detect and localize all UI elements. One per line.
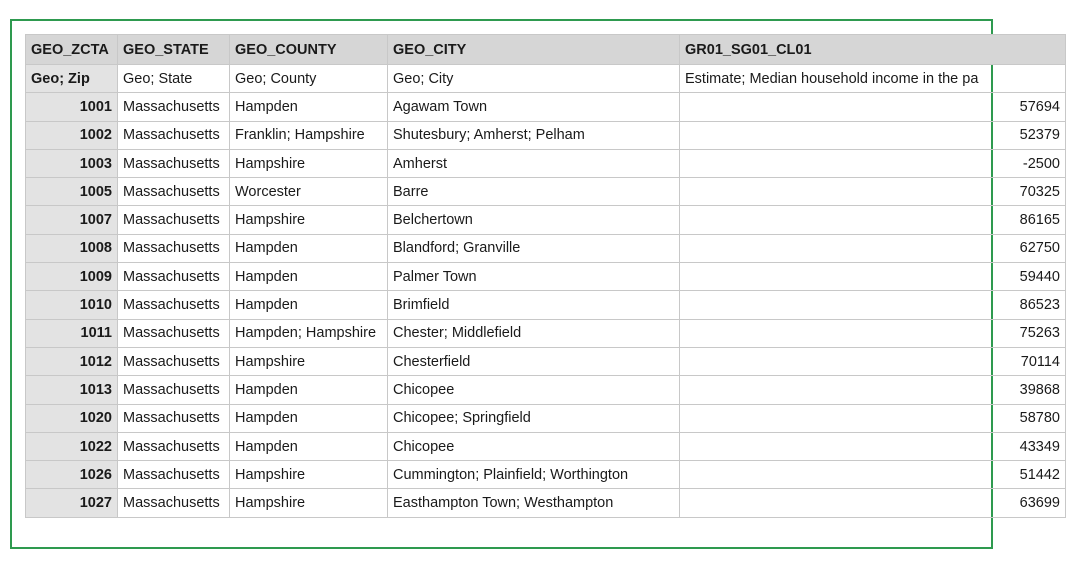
cell-subheader-state[interactable]: Geo; State — [118, 65, 230, 93]
cell-subheader-county[interactable]: Geo; County — [230, 65, 388, 93]
cell-zip[interactable]: 1008 — [26, 234, 118, 262]
cell-state[interactable]: Massachusetts — [118, 319, 230, 347]
cell-subheader-income[interactable]: Estimate; Median household income in the pa — [680, 65, 1066, 93]
table-row — [26, 404, 1066, 432]
cell-income[interactable]: 43349 — [680, 432, 1066, 460]
cell-state[interactable]: Massachusetts — [118, 121, 230, 149]
cell-income[interactable]: 52379 — [680, 121, 1066, 149]
cell-zip[interactable]: 1009 — [26, 263, 118, 291]
table-row — [26, 347, 1066, 375]
spreadsheet-view[interactable] — [25, 34, 1060, 536]
cell-zip[interactable]: 1011 — [26, 319, 118, 347]
cell-city[interactable]: Chicopee — [388, 432, 680, 460]
table-row — [26, 432, 1066, 460]
cell-zip[interactable]: 1022 — [26, 432, 118, 460]
cell-income[interactable]: 51442 — [680, 461, 1066, 489]
cell-county[interactable]: Hampden — [230, 93, 388, 121]
table-row — [26, 376, 1066, 404]
cell-state[interactable]: Massachusetts — [118, 291, 230, 319]
cell-income[interactable]: 86165 — [680, 206, 1066, 234]
table-row — [26, 149, 1066, 177]
column-header-row — [26, 35, 1066, 65]
cell-city[interactable]: Chicopee; Springfield — [388, 404, 680, 432]
column-header-geo-state[interactable]: GEO_STATE — [118, 35, 230, 65]
cell-state[interactable]: Massachusetts — [118, 432, 230, 460]
cell-city[interactable]: Easthampton Town; Westhampton — [388, 489, 680, 517]
cell-county[interactable]: Hampden — [230, 432, 388, 460]
table-row — [26, 206, 1066, 234]
cell-state[interactable]: Massachusetts — [118, 178, 230, 206]
cell-city[interactable]: Blandford; Granville — [388, 234, 680, 262]
sub-header-row — [26, 65, 1066, 93]
cell-subheader-city[interactable]: Geo; City — [388, 65, 680, 93]
cell-city[interactable]: Chesterfield — [388, 347, 680, 375]
cell-state[interactable]: Massachusetts — [118, 347, 230, 375]
cell-zip[interactable]: 1010 — [26, 291, 118, 319]
cell-city[interactable]: Chicopee — [388, 376, 680, 404]
cell-state[interactable]: Massachusetts — [118, 206, 230, 234]
column-header-geo-zcta[interactable]: GEO_ZCTA — [26, 35, 118, 65]
cell-city[interactable]: Cummington; Plainfield; Worthington — [388, 461, 680, 489]
cell-income[interactable]: -2500 — [680, 149, 1066, 177]
cell-state[interactable]: Massachusetts — [118, 263, 230, 291]
table-row — [26, 93, 1066, 121]
cell-county[interactable]: Hampshire — [230, 206, 388, 234]
table-row — [26, 461, 1066, 489]
column-header-geo-city[interactable]: GEO_CITY — [388, 35, 680, 65]
cell-zip[interactable]: 1027 — [26, 489, 118, 517]
cell-county[interactable]: Hampden; Hampshire — [230, 319, 388, 347]
cell-city[interactable]: Belchertown — [388, 206, 680, 234]
cell-income[interactable]: 75263 — [680, 319, 1066, 347]
table-row — [26, 263, 1066, 291]
cell-county[interactable]: Hampshire — [230, 149, 388, 177]
cell-income[interactable]: 58780 — [680, 404, 1066, 432]
cell-zip[interactable]: 1020 — [26, 404, 118, 432]
cell-county[interactable]: Hampden — [230, 291, 388, 319]
cell-county[interactable]: Hampden — [230, 234, 388, 262]
cell-county[interactable]: Franklin; Hampshire — [230, 121, 388, 149]
cell-zip[interactable]: 1007 — [26, 206, 118, 234]
cell-county[interactable]: Hampden — [230, 404, 388, 432]
cell-subheader-zip[interactable]: Geo; Zip — [26, 65, 118, 93]
cell-city[interactable]: Agawam Town — [388, 93, 680, 121]
cell-state[interactable]: Massachusetts — [118, 376, 230, 404]
cell-city[interactable]: Brimfield — [388, 291, 680, 319]
cell-county[interactable]: Hampshire — [230, 489, 388, 517]
cell-income[interactable]: 70114 — [680, 347, 1066, 375]
table-row — [26, 291, 1066, 319]
table-row — [26, 489, 1066, 517]
cell-income[interactable]: 63699 — [680, 489, 1066, 517]
table-row — [26, 178, 1066, 206]
cell-income[interactable]: 62750 — [680, 234, 1066, 262]
screenshot-frame — [10, 19, 1060, 549]
cell-zip[interactable]: 1012 — [26, 347, 118, 375]
cell-zip[interactable]: 1002 — [26, 121, 118, 149]
cell-zip[interactable]: 1013 — [26, 376, 118, 404]
cell-income[interactable]: 70325 — [680, 178, 1066, 206]
cell-city[interactable]: Chester; Middlefield — [388, 319, 680, 347]
column-header-geo-county[interactable]: GEO_COUNTY — [230, 35, 388, 65]
cell-income[interactable]: 86523 — [680, 291, 1066, 319]
cell-state[interactable]: Massachusetts — [118, 489, 230, 517]
cell-zip[interactable]: 1001 — [26, 93, 118, 121]
cell-county[interactable]: Hampden — [230, 263, 388, 291]
cell-zip[interactable]: 1026 — [26, 461, 118, 489]
cell-zip[interactable]: 1003 — [26, 149, 118, 177]
table-row — [26, 121, 1066, 149]
cell-zip[interactable]: 1005 — [26, 178, 118, 206]
cell-income[interactable]: 57694 — [680, 93, 1066, 121]
cell-income[interactable]: 59440 — [680, 263, 1066, 291]
cell-county[interactable]: Worcester — [230, 178, 388, 206]
cell-income[interactable]: 39868 — [680, 376, 1066, 404]
table-row — [26, 319, 1066, 347]
cell-state[interactable]: Massachusetts — [118, 404, 230, 432]
data-table — [25, 34, 1066, 518]
cell-state[interactable]: Massachusetts — [118, 461, 230, 489]
cell-city[interactable]: Palmer Town — [388, 263, 680, 291]
cell-state[interactable]: Massachusetts — [118, 93, 230, 121]
cell-county[interactable]: Hampshire — [230, 347, 388, 375]
cell-county[interactable]: Hampshire — [230, 461, 388, 489]
cell-city[interactable]: Shutesbury; Amherst; Pelham — [388, 121, 680, 149]
cell-state[interactable]: Massachusetts — [118, 149, 230, 177]
column-header-income[interactable]: GR01_SG01_CL01 — [680, 35, 1066, 65]
cell-state[interactable]: Massachusetts — [118, 234, 230, 262]
cell-city[interactable]: Barre — [388, 178, 680, 206]
table-row — [26, 234, 1066, 262]
cell-county[interactable]: Hampden — [230, 376, 388, 404]
cell-city[interactable]: Amherst — [388, 149, 680, 177]
